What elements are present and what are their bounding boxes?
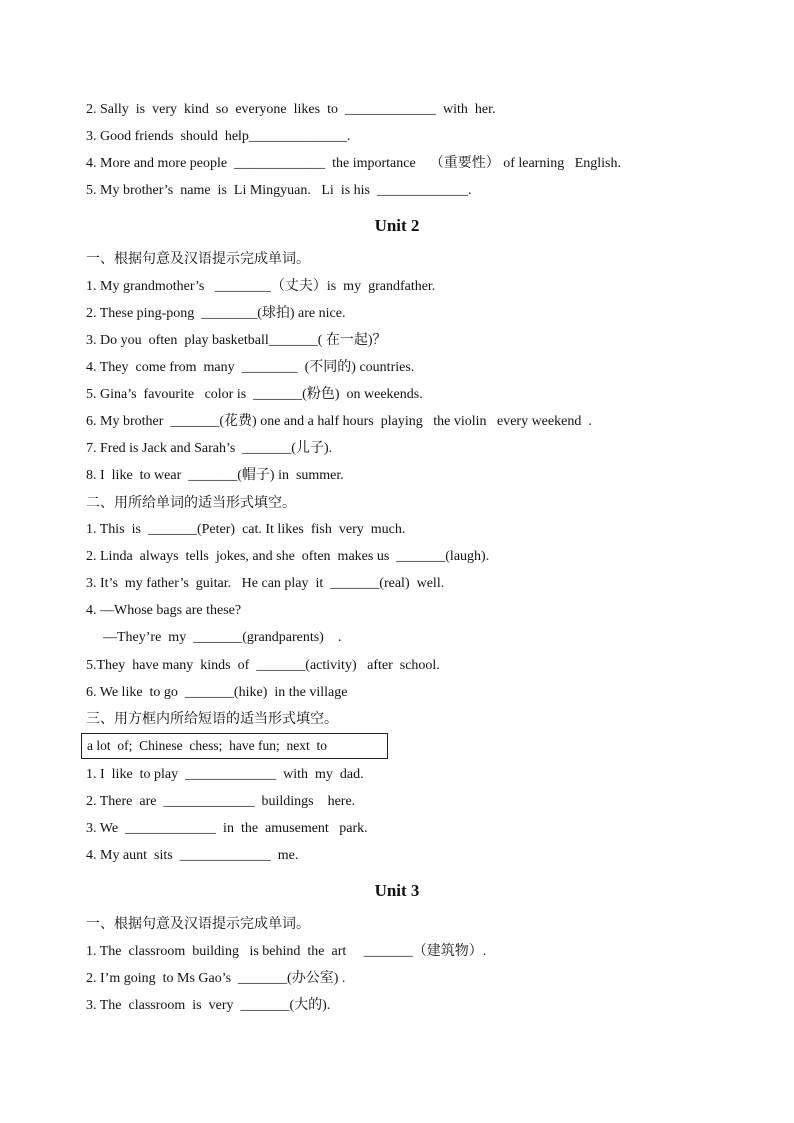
exercise-item: 5.They have many kinds of _______(activity) after school. (86, 658, 440, 673)
exercise-item: 3. We _____________ in the amusement park. (86, 821, 368, 836)
exercise-item: 4. More and more people _____________ the importance （重要性） of learning English. (86, 156, 622, 171)
exercise-item: 4. They come from many ________ (不同的) countries. (86, 360, 415, 375)
exercise-item: 6. My brother _______(花费) one and a half hours playing the violin every weekend . (86, 414, 592, 429)
exercise-item: —They’re my _______(grandparents) . (103, 630, 342, 645)
exercise-item: 4. My aunt sits _____________ me. (86, 848, 299, 863)
exercise-item: 1. My grandmother’s ________（丈夫）is my grandfather. (86, 279, 436, 294)
exercise-item: 2. There are _____________ buildings here. (86, 794, 356, 809)
exercise-item: 3. Do you often play basketball_______( 在一起)？ (86, 333, 387, 348)
section-heading: 三、用方框内所给短语的适当形式填空。 (86, 711, 338, 727)
exercise-item: 3. The classroom is very _______(大的). (86, 998, 331, 1013)
exercise-item: 3. It’s my father’s guitar. He can play it _______(real) well. (86, 576, 445, 591)
exercise-item: 4. —Whose bags are these? (86, 603, 242, 618)
exercise-item: 2. I’m going to Ms Gao’s _______(办公室) . (86, 971, 346, 986)
exercise-item: 8. I like to wear _______(帽子) in summer. (86, 468, 344, 483)
word-box: a lot of; Chinese chess; have fun; next to (81, 733, 388, 759)
section-heading: 一、根据句意及汉语提示完成单词。 (86, 251, 310, 267)
exercise-item: 1. I like to play _____________ with my dad. (86, 767, 364, 782)
exercise-item: 5. Gina’s favourite color is _______(粉色) on weekends. (86, 387, 423, 402)
exercise-item: 1. This is _______(Peter) cat. It likes fish very much. (86, 522, 406, 537)
exercise-item: 1. The classroom building is behind the art _______（建筑物）. (86, 944, 487, 959)
exercise-item: 2. Linda always tells jokes, and she often makes us _______(laugh). (86, 549, 490, 564)
exercise-item: 7. Fred is Jack and Sarah’s _______(儿子). (86, 441, 333, 456)
exercise-item: 6. We like to go _______(hike) in the village (86, 685, 348, 700)
exercise-item: 5. My brother’s name is Li Mingyuan. Li is his _____________. (86, 183, 472, 198)
exercise-item: 3. Good friends should help______________. (86, 129, 351, 144)
section-heading: 一、根据句意及汉语提示完成单词。 (86, 916, 310, 932)
section-heading: 二、用所给单词的适当形式填空。 (86, 495, 296, 511)
exercise-item: 2. Sally is very kind so everyone likes to _____________ with her. (86, 102, 496, 117)
exercise-item: 2. These ping-pong ________(球拍) are nice. (86, 306, 346, 321)
unit-2-title: Unit 2 (374, 216, 420, 235)
unit-3-title: Unit 3 (374, 881, 420, 900)
